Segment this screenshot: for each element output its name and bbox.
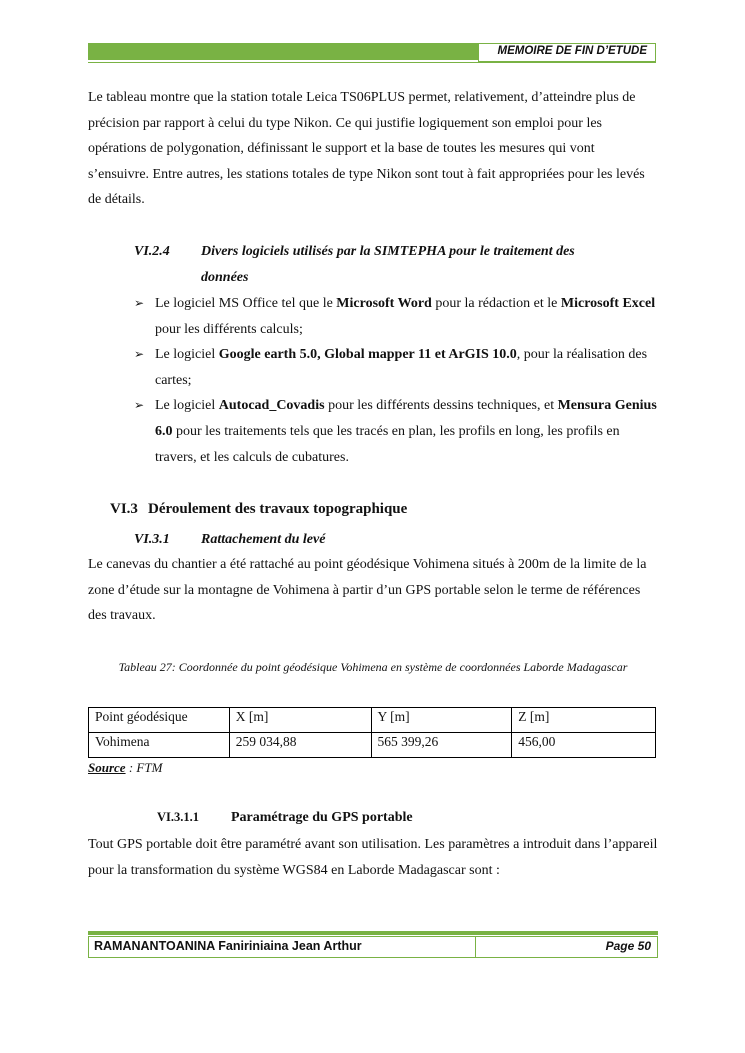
section-title: Paramétrage du GPS portable — [231, 810, 413, 825]
page-footer — [88, 931, 658, 959]
bullet-bold: Microsoft Excel — [560, 296, 656, 311]
bullet-bold: Autocad_Covadis — [218, 398, 325, 414]
table-cell: Vohimena — [89, 733, 230, 758]
table-cell: 456,00 — [512, 733, 656, 758]
arrow-bullet-icon: ➢ — [134, 347, 145, 362]
bullet-bold: Microsoft Word — [336, 296, 432, 311]
arrow-bullet-icon: ➢ — [134, 296, 145, 310]
coordinates-table — [88, 707, 656, 758]
footer-green-rule — [88, 931, 658, 935]
rattachement-paragraph: Le canevas du chantier a été rattaché au point géodésique Vohimena situés à 200m de la limite de la zone d’étude sur la montagne de Vohimena à partir d’un GPS portable selon le terme de références des travaux. — [88, 557, 647, 624]
footer-page-box — [475, 936, 658, 958]
bullet-bold: Google earth 5.0, Global mapper 11 et ArGIS 10.0 — [218, 347, 517, 363]
table-caption: Tableau 27: Coordonnée du point géodésique Vohimena en système de coordonnées Laborde Madagascar — [118, 660, 628, 674]
section-title: Déroulement des travaux topographique — [148, 501, 408, 517]
list-item — [134, 342, 659, 393]
table-header-cell: Z [m] — [512, 708, 656, 733]
arrow-bullet-icon: ➢ — [134, 398, 145, 413]
page-number: Page 50 — [605, 939, 651, 953]
footer-author: RAMANANTOANINA Faniriniaina Jean Arthur — [94, 939, 362, 953]
bullet-text: pour la rédaction et le — [431, 296, 561, 311]
table-header-cell: Y [m] — [371, 708, 512, 733]
section-heading-6-3-1-1 — [157, 810, 413, 826]
section-number: VI.3.1.1 — [157, 810, 200, 824]
section-heading-6-2-4 — [134, 239, 634, 291]
source-label: Source — [88, 760, 126, 775]
section-heading-6-3 — [110, 501, 407, 518]
table-cell: 259 034,88 — [229, 733, 371, 758]
header-rule — [88, 62, 656, 63]
header-green-bar — [88, 43, 478, 60]
section-title: Divers logiciels utilisés par la SIMTEPHA pour le traitement des données — [201, 244, 575, 285]
page-header — [88, 43, 656, 65]
section-title: Rattachement du levé — [201, 532, 326, 547]
bullet-text: Le logiciel MS Office tel que le — [155, 296, 337, 311]
list-item — [134, 291, 659, 342]
header-title: MEMOIRE DE FIN D’ETUDE — [497, 45, 647, 57]
table-header-cell: X [m] — [229, 708, 371, 733]
bullet-text: , pour la réalisation des cartes; — [155, 347, 648, 388]
intro-paragraph: Le tableau montre que la station totale Leica TS06PLUS permet, relativement, d’atteindre plus de précision par rapport à celui du type Nikon. Ce qui justifie logiquement son emploi pour les opérations de polygonation, définissant le support et la base de toutes les mesures qui vont s’ensuivre. Entre autres, les stations totales de type Nikon sont tout à fait appropriées pour les levés de détails. — [88, 90, 645, 208]
bullet-text: Le logiciel — [155, 398, 219, 414]
bullet-bold: Mensura Genius 6.0 — [155, 398, 657, 439]
source-value: : FTM — [125, 760, 163, 775]
table-source — [88, 760, 162, 776]
section-heading-6-3-1 — [134, 527, 534, 553]
list-item — [134, 393, 659, 470]
bullet-text: Le logiciel — [155, 347, 219, 363]
section-number: VI.3 — [110, 501, 138, 517]
gps-parameter-paragraph: Tout GPS portable doit être paramétré avant son utilisation. Les paramètres a introduit dans l’appareil pour la transformation du système WGS84 en Laborde Madagascar sont : — [88, 837, 658, 878]
header-title-box — [478, 43, 656, 62]
bullet-text: pour les différents calculs; — [155, 321, 303, 337]
table-header-cell: Point géodésique — [89, 708, 230, 733]
bullet-text: pour les traitements tels que les tracés en plan, les profils en long, les profils en travers, et les calculs de cubatures. — [155, 423, 620, 465]
table-row — [89, 733, 656, 758]
table-header-row — [89, 708, 656, 733]
section-number: VI.3.1 — [134, 532, 170, 547]
table-cell: 565 399,26 — [371, 733, 512, 758]
section-number: VI.2.4 — [134, 244, 170, 259]
software-list — [134, 291, 659, 470]
bullet-text: pour les différents dessins techniques, et — [324, 398, 558, 414]
footer-author-box — [88, 936, 476, 958]
